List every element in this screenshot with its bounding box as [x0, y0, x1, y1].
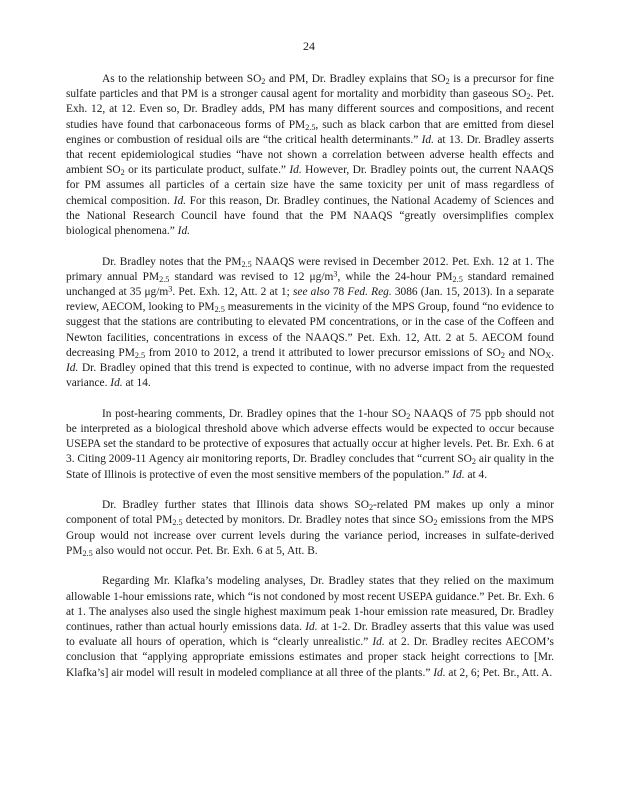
text-run: and PM, Dr. Bradley explains that SO: [265, 73, 446, 85]
text-run: Dr. Bradley further states that Illinois data shows SO: [102, 499, 369, 512]
text-run: standard was revised to 12 μg/m: [169, 270, 334, 283]
citation-italic: Id.: [173, 194, 187, 207]
paragraph-illinois-sulfate-data: [66, 498, 554, 559]
subscript: 2.5: [214, 305, 225, 315]
subscript: 2.5: [241, 259, 252, 269]
text-run: . Pet. Exh. 12, at 12. Even so, Dr. Bradley adds, PM has many different sources and compositions, and recent studies have found that carbonaceous forms of PM: [66, 88, 554, 131]
text-run: , while the 24-hour PM: [337, 270, 453, 283]
text-run: Dr. Bradley opined that this trend is expected to continue, with no adverse impact from the requested variance.: [66, 362, 554, 390]
subscript: 2: [433, 518, 438, 528]
text-run: at 2. Dr. Bradley recites AECOM’s conclusion that “applying appropriate emissions estimates and proper stack height corrections to [Mr. Klafka’s] air model will result in modeled compliance at all three of the plants.”: [66, 636, 554, 679]
text-run: or its particulate product, sulfate.”: [124, 164, 290, 177]
subscript: 2: [261, 77, 266, 87]
citation-italic: Id.: [433, 666, 446, 679]
subscript: 2: [500, 350, 505, 360]
body-text: [66, 72, 554, 696]
text-run: detected by monitors. Dr. Bradley notes that since SO: [182, 514, 434, 527]
subscript: 2.5: [82, 548, 93, 558]
citation-italic: Id.: [421, 133, 434, 146]
paragraph-pm25-naaqs-revision: [66, 255, 554, 392]
subscript: 2.5: [159, 274, 170, 284]
text-run: -related PM makes up only a minor component of total PM: [66, 499, 554, 527]
subscript: 2: [406, 411, 411, 421]
subscript: 2.5: [172, 518, 183, 528]
text-run: standard remained unchanged at 35 μg/m: [66, 270, 554, 299]
citation-italic: Id.: [177, 225, 190, 238]
paragraph-so2-pm-relationship: [66, 72, 554, 239]
citation-italic: Id.: [452, 468, 465, 481]
text-run: also would not occur. Pet. Br. Exh. 6 at 5, Att. B.: [92, 544, 318, 557]
text-run: air quality in the State of Illinois is protective of even the most sensitive members of the population.”: [66, 453, 554, 481]
text-run: In post-hearing comments, Dr. Bradley opines that the 1-hour SO: [102, 407, 407, 420]
text-run: Dr. Bradley notes that the PM: [102, 255, 242, 268]
text-run: . Pet. Exh. 12, Att. 2 at 1;: [172, 286, 293, 299]
subscript: 2: [120, 168, 125, 178]
subscript: 2.5: [305, 122, 316, 132]
citation-italic: Id.: [372, 636, 385, 649]
text-run: and NO: [505, 346, 546, 359]
text-run: emissions from the MPS Group would not increase over current levels during the variance period, increases in sulfate-derived PM: [66, 514, 554, 557]
subscript: 2: [368, 503, 374, 513]
subscript: 2: [526, 92, 531, 102]
superscript: 3: [333, 269, 338, 279]
text-run: .: [551, 346, 554, 359]
paragraph-post-hearing-comments: [66, 407, 554, 483]
subscript: 2: [445, 77, 450, 87]
citation-italic: Id.: [110, 377, 123, 390]
text-run: measurements in the vicinity of the MPS Group, found “no evidence to suggest that the stations are contributing to elevated PM concentrations, or in the case of the Coffeen and Newton facilities, concentrations in excess of the NAAQS.” Pet. Exh. 12, Att. 2 at 5. AECOM found decreasing PM: [66, 301, 554, 359]
citation-italic: see also: [292, 286, 330, 299]
citation-italic: Id.: [289, 164, 302, 177]
page-number: 24: [303, 39, 315, 53]
citation-italic: Id.: [305, 621, 318, 634]
subscript: 2.5: [452, 274, 463, 284]
subscript: 2.5: [134, 350, 146, 360]
text-run: at 1-2. Dr. Bradley asserts that this value was used to evaluate all hours of operation, which is “clearly unrealistic.”: [66, 621, 554, 649]
text-run: at 4.: [464, 468, 488, 481]
citation-italic: Id.: [66, 362, 79, 375]
text-run: Regarding Mr. Klafka’s modeling analyses, Dr. Bradley states that they relied on the maximum allowable 1-hour emissions rate, which “is not condoned by most recent USEPA guidance.” Pet. Br. Exh. 6 at 1. The analyses also used the single highest maximum peak 1-hour emission rate measured, Dr. Bradley continues, rather than actual hourly emissions data.: [66, 575, 554, 634]
superscript: 3: [168, 284, 173, 294]
paragraph-klafka-modeling: [66, 574, 554, 680]
text-run: , such as black carbon that are emitted from diesel engines or combustion of residual oils are “the critical health determinants.”: [66, 118, 554, 146]
text-run: 3086 (Jan. 15, 2013). In a separate review, AECOM, looking to PM: [66, 286, 554, 314]
text-run: NAAQS were revised in December 2012. Pet. Exh. 12 at 1. The primary annual PM: [66, 255, 554, 283]
subscript: 2: [471, 457, 477, 467]
text-run: is a precursor for fine sulfate particles and that PM is a stronger causal agent for mortality and morbidity than gaseous SO: [66, 73, 554, 101]
subscript: X: [545, 350, 552, 360]
text-run: As to the relationship between SO: [102, 73, 262, 85]
text-run: at 14.: [122, 377, 151, 390]
text-run: at 13. Dr. Bradley asserts that recent epidemiological studies “have not shown a correlation between adverse health effects and ambient SO: [66, 133, 554, 177]
text-run: However, Dr. Bradley points out, the current NAAQS for PM assumes all particles of a certain size have the same toxicity per unit of mass regardless of chemical composition.: [66, 164, 555, 207]
citation-italic: Fed. Reg.: [347, 286, 392, 299]
text-run: 78: [329, 286, 348, 299]
text-run: from 2010 to 2012, a trend it attributed to lower precursor emissions of SO: [145, 346, 501, 359]
text-run: NAAQS of 75 ppb should not be interpreted as a biological threshold above which adverse effects would be expected to occur because USEPA set the standard to be protective of exposures that actually occur at higher levels. Pet. Br. Exh. 6 at 3. Citing 2009-11 Agency air monitoring reports, Dr. Bradley concludes that “current SO: [66, 407, 554, 466]
text-run: For this reason, Dr. Bradley continues, the National Academy of Sciences and the National Research Council have found that the PM NAAQS “greatly oversimplifies complex biological phenomena.”: [66, 194, 554, 238]
text-run: at 2, 6; Pet. Br., Att. A.: [445, 666, 553, 679]
